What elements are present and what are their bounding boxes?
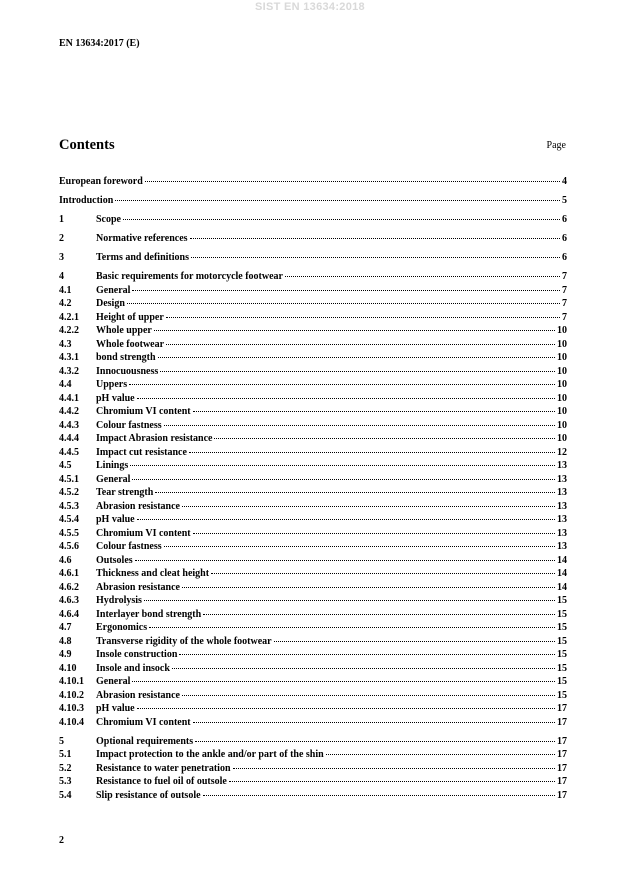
dot-leader [127,303,560,304]
toc-entry[interactable] [59,175,567,189]
dot-leader [115,200,560,201]
toc-entry-title: General [96,473,131,485]
dot-leader [214,438,555,439]
toc-entry-page: 15 [557,635,567,647]
toc-entry-title: General [96,676,131,687]
toc-entry-page: 17 [557,703,567,714]
toc-entry-title: pH value [96,703,135,714]
toc-entry-line [96,338,567,352]
toc-entry[interactable] [59,284,567,298]
toc-entry-title: Transverse rigidity of the whole footwear [96,635,272,647]
toc-entry-page: 6 [562,233,567,244]
toc-entry-title: Abrasion resistance [96,500,180,512]
toc-entry-number: 4.2.2 [59,325,79,336]
toc-entry[interactable] [59,762,567,776]
dot-leader [132,681,555,682]
toc-entry[interactable] [59,392,567,406]
toc-entry-title: Scope [96,214,121,225]
dot-leader [233,768,555,769]
toc-entry-line [96,716,567,730]
toc-entry-number: 2 [59,233,64,244]
toc-entry[interactable] [59,338,567,352]
toc-entry-line [96,513,567,527]
toc-entry-line [96,378,567,392]
toc-entry-number: 4.4.3 [59,419,79,431]
dot-leader [166,317,560,318]
table-of-contents [59,175,567,802]
toc-entry-title: Hydrolysis [96,595,142,606]
dot-leader [285,276,560,277]
dot-leader [132,479,555,480]
watermark: SIST EN 13634:2018 [255,1,365,13]
toc-entry-line [96,735,567,749]
toc-entry-line [96,351,567,365]
dot-leader [179,654,555,655]
toc-entry-line [96,392,567,406]
toc-entry-page: 10 [557,433,567,444]
toc-entry[interactable] [59,621,567,635]
toc-entry-title: Impact Abrasion resistance [96,433,213,444]
toc-entry-title: Abrasion resistance [96,581,180,593]
toc-entry-number: 4.4.4 [59,433,79,444]
toc-entry[interactable] [59,789,567,803]
dot-leader [144,600,555,601]
toc-entry-line [96,486,567,500]
toc-entry-line [96,459,567,473]
toc-entry[interactable] [59,689,567,703]
dot-leader [158,357,555,358]
toc-entry-number: 4.5.4 [59,514,79,525]
toc-entry-number: 1 [59,214,64,225]
toc-entry-page: 13 [557,541,567,552]
dot-leader [164,425,555,426]
toc-entry-title: Outsoles [96,554,133,566]
toc-entry-title: Terms and definitions [96,252,189,263]
toc-entry-title: pH value [96,514,135,525]
toc-entry[interactable] [59,735,567,749]
toc-entry[interactable] [59,662,567,676]
toc-entry-title: Chromium VI content [96,406,191,417]
toc-entry-page: 13 [557,527,567,539]
toc-entry-line [96,419,567,433]
toc-entry-page: 7 [562,298,567,309]
toc-entry-number: 4.4 [59,379,72,390]
toc-entry-number: 4.3.1 [59,352,79,363]
toc-entry-number: 4.10 [59,662,77,674]
toc-entry-number: 4.5.6 [59,541,79,552]
toc-entry[interactable] [59,351,567,365]
dot-leader [191,257,560,258]
toc-entry-page: 13 [557,500,567,512]
dot-leader [326,754,555,755]
toc-entry-line [96,702,567,716]
toc-entry-line [96,540,567,554]
dot-leader [130,465,555,466]
toc-entry-page: 14 [557,568,567,579]
toc-entry-title: Colour fastness [96,419,162,431]
toc-entry-line [96,527,567,541]
toc-entry-page: 7 [562,284,567,296]
toc-entry-page: 10 [557,365,567,377]
toc-entry[interactable] [59,527,567,541]
dot-leader [145,181,560,182]
toc-entry[interactable] [59,405,567,419]
toc-entry-page: 7 [562,311,567,323]
toc-entry-number: 4.4.1 [59,392,79,404]
toc-entry-title: European foreword [59,176,143,187]
toc-entry-number: 4.2.1 [59,311,79,323]
toc-entry-title: Insole construction [96,649,178,660]
toc-entry-line [96,405,567,419]
toc-entry-number: 4.3.2 [59,365,79,377]
toc-entry-page: 13 [557,514,567,525]
toc-entry-line [96,635,567,649]
toc-entry-line [96,567,567,581]
dot-leader [137,398,555,399]
dot-leader [193,411,555,412]
toc-entry-number: 4.10.4 [59,716,84,728]
toc-entry-page: 17 [557,789,567,801]
toc-entry-line [96,324,567,338]
toc-entry[interactable] [59,702,567,716]
toc-entry-page: 13 [557,487,567,498]
toc-entry[interactable] [59,513,567,527]
toc-entry-title: Introduction [59,195,114,206]
toc-entry-number: 5.2 [59,762,72,774]
toc-entry[interactable] [59,213,567,227]
toc-entry-title: Linings [96,460,129,471]
toc-entry-page: 10 [557,338,567,350]
toc-entry-number: 5.3 [59,776,72,787]
toc-entry[interactable] [59,486,567,500]
toc-entry-title: Normative references [96,233,188,244]
toc-entry-title: Uppers [96,379,128,390]
dot-leader [135,560,555,561]
toc-entry-title: General [96,284,131,296]
toc-entry[interactable] [59,775,567,789]
toc-entry-number: 4.4.5 [59,446,79,458]
dot-leader [203,614,555,615]
toc-entry[interactable] [59,419,567,433]
toc-entry[interactable] [59,554,567,568]
toc-entry-page: 13 [557,460,567,471]
toc-entry-page: 10 [557,406,567,417]
toc-entry[interactable] [59,608,567,622]
toc-entry-title: Insole and insock [96,662,170,674]
dot-leader [160,371,555,372]
dot-leader [154,330,555,331]
toc-entry-page: 7 [562,271,567,282]
toc-entry[interactable] [59,648,567,662]
toc-entry-title: Colour fastness [96,541,162,552]
dot-leader [166,344,555,345]
toc-entry-page: 15 [557,649,567,660]
toc-entry-page: 6 [562,252,567,263]
dot-leader [137,708,555,709]
toc-entry-line [59,194,567,208]
toc-entry-line [96,500,567,514]
toc-entry-title: Basic requirements for motorcycle footwear [96,271,283,282]
toc-entry-number: 4.5.2 [59,487,79,498]
toc-entry-number: 4.6.1 [59,568,79,579]
toc-entry-title: Impact protection to the ankle and/or part of the shin [96,749,324,760]
toc-entry-line [59,175,567,189]
dot-leader [149,627,555,628]
toc-entry-page: 17 [557,776,567,787]
toc-entry[interactable] [59,500,567,514]
toc-entry[interactable] [59,540,567,554]
document-id: EN 13634:2017 (E) [59,38,140,49]
toc-entry-page: 14 [557,554,567,566]
toc-entry-title: bond strength [96,352,156,363]
dot-leader [274,641,555,642]
toc-entry[interactable] [59,635,567,649]
toc-entry[interactable] [59,432,567,446]
toc-entry[interactable] [59,251,567,265]
dot-leader [193,722,555,723]
toc-entry-page: 15 [557,622,567,633]
toc-entry-title: Design [96,298,125,309]
toc-entry-title: pH value [96,392,135,404]
dot-leader [155,492,555,493]
page-column-label: Page [546,140,566,151]
toc-entry-page: 10 [557,392,567,404]
toc-entry-number: 4.9 [59,649,72,660]
toc-entry-number: 4.6.4 [59,608,79,620]
dot-leader [123,219,560,220]
page-number: 2 [59,835,64,846]
toc-entry-number: 4.6 [59,554,72,566]
toc-entry-line [96,284,567,298]
dot-leader [229,781,555,782]
toc-entry-line [96,648,567,662]
toc-entry-number: 4.2 [59,298,72,309]
toc-entry-line [96,446,567,460]
dot-leader [137,519,555,520]
toc-entry-line [96,311,567,325]
dot-leader [189,452,555,453]
toc-entry-number: 4.6.3 [59,595,79,606]
toc-entry-page: 15 [557,595,567,606]
toc-entry-page: 17 [557,762,567,774]
toc-entry-title: Chromium VI content [96,527,191,539]
toc-entry-line [96,297,567,311]
toc-entry-number: 4.5.3 [59,500,79,512]
toc-entry-title: Chromium VI content [96,716,191,728]
dot-leader [132,290,560,291]
toc-entry-number: 4.10.3 [59,703,84,714]
dot-leader [203,795,555,796]
toc-entry-title: Thickness and cleat height [96,568,210,579]
toc-entry-line [96,748,567,762]
toc-entry-line [96,689,567,703]
toc-entry-line [96,621,567,635]
toc-entry-number: 4.3 [59,338,72,350]
toc-entry[interactable] [59,748,567,762]
toc-entry-page: 6 [562,214,567,225]
toc-entry-number: 4.5.1 [59,473,79,485]
toc-entry-title: Whole footwear [96,338,165,350]
toc-entry-number: 5.1 [59,749,72,760]
toc-entry[interactable] [59,324,567,338]
dot-leader [164,546,555,547]
toc-entry[interactable] [59,459,567,473]
toc-entry-page: 10 [557,419,567,431]
toc-entry-title: Slip resistance of outsole [96,789,201,801]
dot-leader [195,741,555,742]
toc-entry[interactable] [59,232,567,246]
toc-entry-page: 12 [557,446,567,458]
toc-entry-page: 15 [557,676,567,687]
toc-entry-line [96,662,567,676]
toc-entry-page: 17 [557,749,567,760]
toc-entry-line [96,608,567,622]
toc-entry[interactable] [59,297,567,311]
dot-leader [172,668,555,669]
toc-entry-line [96,594,567,608]
contents-heading: Contents [59,137,115,153]
toc-entry[interactable] [59,311,567,325]
toc-entry-number: 4.5 [59,460,72,471]
toc-entry-page: 10 [557,379,567,390]
toc-entry-number: 4.10.1 [59,676,84,687]
toc-entry-number: 5 [59,735,64,747]
toc-entry-line [96,251,567,265]
toc-entry-number: 4.4.2 [59,406,79,417]
toc-entry[interactable] [59,378,567,392]
toc-entry-number: 4.8 [59,635,72,647]
dot-leader [129,384,555,385]
toc-entry-line [96,213,567,227]
toc-entry-page: 10 [557,325,567,336]
toc-entry[interactable] [59,716,567,730]
dot-leader [193,533,555,534]
toc-entry[interactable] [59,270,567,284]
toc-entry-number: 3 [59,252,64,263]
toc-entry-line [96,232,567,246]
dot-leader [182,506,555,507]
toc-entry-line [96,365,567,379]
toc-entry[interactable] [59,675,567,689]
toc-entry-title: Optional requirements [96,735,194,747]
toc-entry-page: 15 [557,662,567,674]
toc-entry[interactable] [59,473,567,487]
toc-entry-line [96,581,567,595]
toc-entry-page: 10 [557,352,567,363]
toc-entry-page: 15 [557,608,567,620]
toc-entry[interactable] [59,446,567,460]
dot-leader [182,695,555,696]
toc-entry-number: 4.7 [59,622,72,633]
toc-entry-number: 4.5.5 [59,527,79,539]
toc-entry-page: 14 [557,581,567,593]
toc-entry-title: Height of upper [96,311,164,323]
toc-entry-line [96,775,567,789]
toc-entry-title: Interlayer bond strength [96,608,202,620]
toc-entry-title: Abrasion resistance [96,689,180,701]
dot-leader [190,238,560,239]
toc-entry-line [96,554,567,568]
toc-entry[interactable] [59,567,567,581]
toc-entry-title: Whole upper [96,325,152,336]
toc-entry-page: 4 [562,176,567,187]
toc-entry[interactable] [59,594,567,608]
toc-entry-number: 5.4 [59,789,72,801]
toc-entry[interactable] [59,581,567,595]
toc-entry-number: 4.10.2 [59,689,84,701]
toc-entry-line [96,762,567,776]
toc-entry-title: Resistance to fuel oil of outsole [96,776,227,787]
toc-entry-page: 13 [557,473,567,485]
toc-entry-page: 5 [562,195,567,206]
toc-entry-title: Innocuousness [96,365,159,377]
toc-entry-title: Tear strength [96,487,154,498]
toc-entry-line [96,432,567,446]
toc-entry-title: Impact cut resistance [96,446,187,458]
toc-entry-page: 17 [557,716,567,728]
toc-entry-number: 4.1 [59,284,72,296]
toc-entry[interactable] [59,194,567,208]
toc-entry-title: Resistance to water penetration [96,762,231,774]
dot-leader [211,573,555,574]
toc-entry-line [96,675,567,689]
toc-entry-page: 15 [557,689,567,701]
toc-entry-title: Ergonomics [96,622,148,633]
toc-entry-line [96,789,567,803]
toc-entry-line [96,270,567,284]
toc-entry-number: 4.6.2 [59,581,79,593]
toc-entry-line [96,473,567,487]
toc-entry-page: 17 [557,735,567,747]
toc-entry-number: 4 [59,271,64,282]
dot-leader [182,587,555,588]
toc-entry[interactable] [59,365,567,379]
